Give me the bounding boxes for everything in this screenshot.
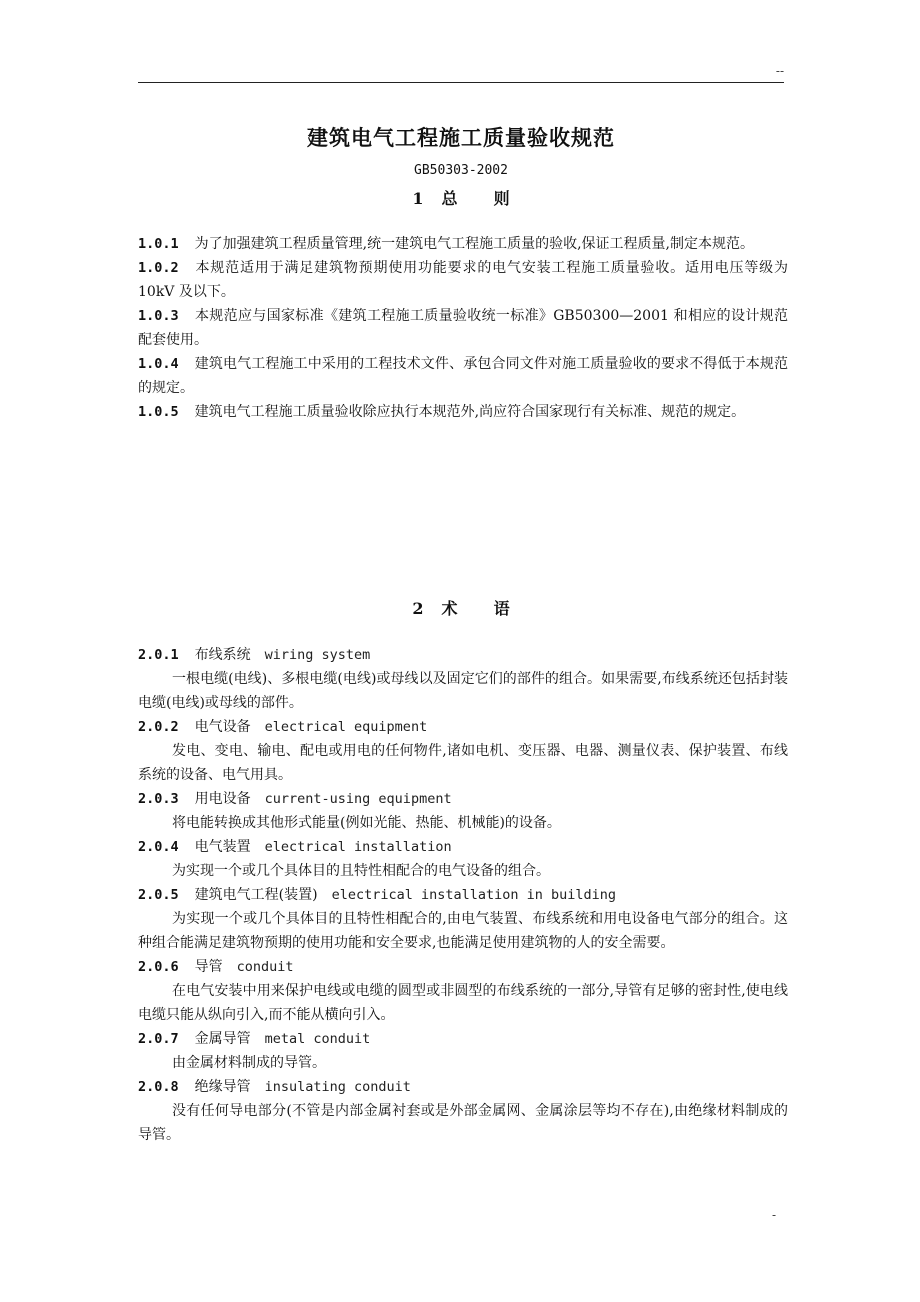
term-definition: 为实现一个或几个具体目的且特性相配合的,由电气装置、布线系统和用电设备电气部分的组合。这种组合能满足建筑物预期的使用功能和安全要求,也能满足使用建筑物的人的安全需要。 [138, 911, 788, 951]
term-number: 2.0.8 [138, 1079, 179, 1095]
term-cn: 导管 [194, 959, 223, 975]
term-definition: 为实现一个或几个具体目的且特性相配合的电气设备的组合。 [172, 863, 550, 879]
term-heading [138, 715, 788, 739]
term-en: electrical installation in building [331, 887, 617, 903]
footer-mark: - [772, 1208, 777, 1222]
term-definition: 由金属材料制成的导管。 [172, 1055, 326, 1071]
clause [138, 304, 788, 352]
term-number: 2.0.2 [138, 719, 179, 735]
term-number: 2.0.4 [138, 839, 179, 855]
term-definition: 在电气安装中用来保护电线或电缆的圆型或非圆型的布线系统的一部分,导管有足够的密封性,使电线电缆只能从纵向引入,而不能从横向引入。 [138, 983, 788, 1023]
term-cn: 电气设备 [194, 719, 251, 735]
term-definition: 没有任何导电部分(不管是内部金属衬套或是外部金属网、金属涂层等均不存在),由绝缘材料制成的导管。 [138, 1103, 788, 1143]
chapter-1-heading [138, 186, 784, 209]
term-number: 2.0.6 [138, 959, 179, 975]
document-title: 建筑电气工程施工质量验收规范 [307, 125, 615, 150]
chapter-title-char: 语 [493, 599, 510, 618]
clause-text: 建筑电气工程施工中采用的工程技术文件、承包合同文件对施工质量验收的要求不得低于本规范的规定。 [138, 356, 788, 396]
term-number: 2.0.7 [138, 1031, 179, 1047]
term-heading [138, 835, 788, 859]
clause-number: 1.0.5 [138, 404, 179, 420]
clause-number: 1.0.2 [138, 260, 179, 276]
term-cn: 金属导管 [194, 1031, 251, 1047]
header-rule [138, 82, 784, 83]
term-heading [138, 787, 788, 811]
clause-number: 1.0.1 [138, 236, 179, 252]
chapter-title-char: 术 [441, 599, 458, 618]
header-mark: -- [775, 64, 784, 78]
clause-text: 建筑电气工程施工质量验收除应执行本规范外,尚应符合国家现行有关标准、规范的规定。 [194, 404, 746, 420]
term-number: 2.0.1 [138, 647, 179, 663]
term-en: electrical installation [264, 839, 452, 855]
term-heading [138, 1027, 788, 1051]
term-cn: 电气装置 [194, 839, 251, 855]
term-heading [138, 955, 788, 979]
clause-text: 本规范应与国家标准《建筑工程施工质量验收统一标准》GB50300—2001 和相应的设计规范配套使用。 [138, 308, 788, 348]
term-en: metal conduit [264, 1031, 371, 1047]
term-heading [138, 1075, 788, 1099]
clause [138, 352, 788, 400]
clause [138, 400, 788, 424]
term-en: current-using equipment [264, 791, 452, 807]
term-definition: 一根电缆(电线)、多根电缆(电线)或母线以及固定它们的部件的组合。如果需要,布线系统还包括封装电缆(电线)或母线的部件。 [138, 671, 788, 711]
term-cn: 布线系统 [194, 647, 251, 663]
clause [138, 256, 788, 304]
term-definition: 发电、变电、输电、配电或用电的任何物件,诸如电机、变压器、电器、测量仪表、保护装置、布线系统的设备、电气用具。 [138, 743, 788, 783]
clause [138, 232, 788, 256]
chapter-2-heading [138, 596, 784, 619]
term-en: wiring system [264, 647, 371, 663]
clause-text: 本规范适用于满足建筑物预期使用功能要求的电气安装工程施工质量验收。适用电压等级为 10kV 及以下。 [138, 260, 788, 300]
term-en: insulating conduit [264, 1079, 411, 1095]
chapter-1-clauses [138, 232, 788, 424]
chapter-title-char: 总 [441, 189, 458, 208]
term-cn: 建筑电气工程(装置) [194, 887, 318, 903]
term-heading [138, 643, 788, 667]
term-en: conduit [236, 959, 294, 975]
term-cn: 用电设备 [194, 791, 251, 807]
standard-code: GB50303-2002 [414, 163, 508, 178]
chapter-2-terms [138, 643, 788, 1147]
term-definition: 将电能转换成其他形式能量(例如光能、热能、机械能)的设备。 [172, 815, 561, 831]
clause-number: 1.0.4 [138, 356, 179, 372]
chapter-number: 1 [412, 189, 424, 208]
term-heading [138, 883, 788, 907]
clause-number: 1.0.3 [138, 308, 179, 324]
clause-text: 为了加强建筑工程质量管理,统一建筑电气工程施工质量的验收,保证工程质量,制定本规范。 [194, 236, 754, 252]
term-en: electrical equipment [264, 719, 428, 735]
term-cn: 绝缘导管 [194, 1079, 251, 1095]
chapter-number: 2 [412, 599, 424, 618]
term-number: 2.0.5 [138, 887, 179, 903]
term-number: 2.0.3 [138, 791, 179, 807]
chapter-title-char: 则 [493, 189, 510, 208]
